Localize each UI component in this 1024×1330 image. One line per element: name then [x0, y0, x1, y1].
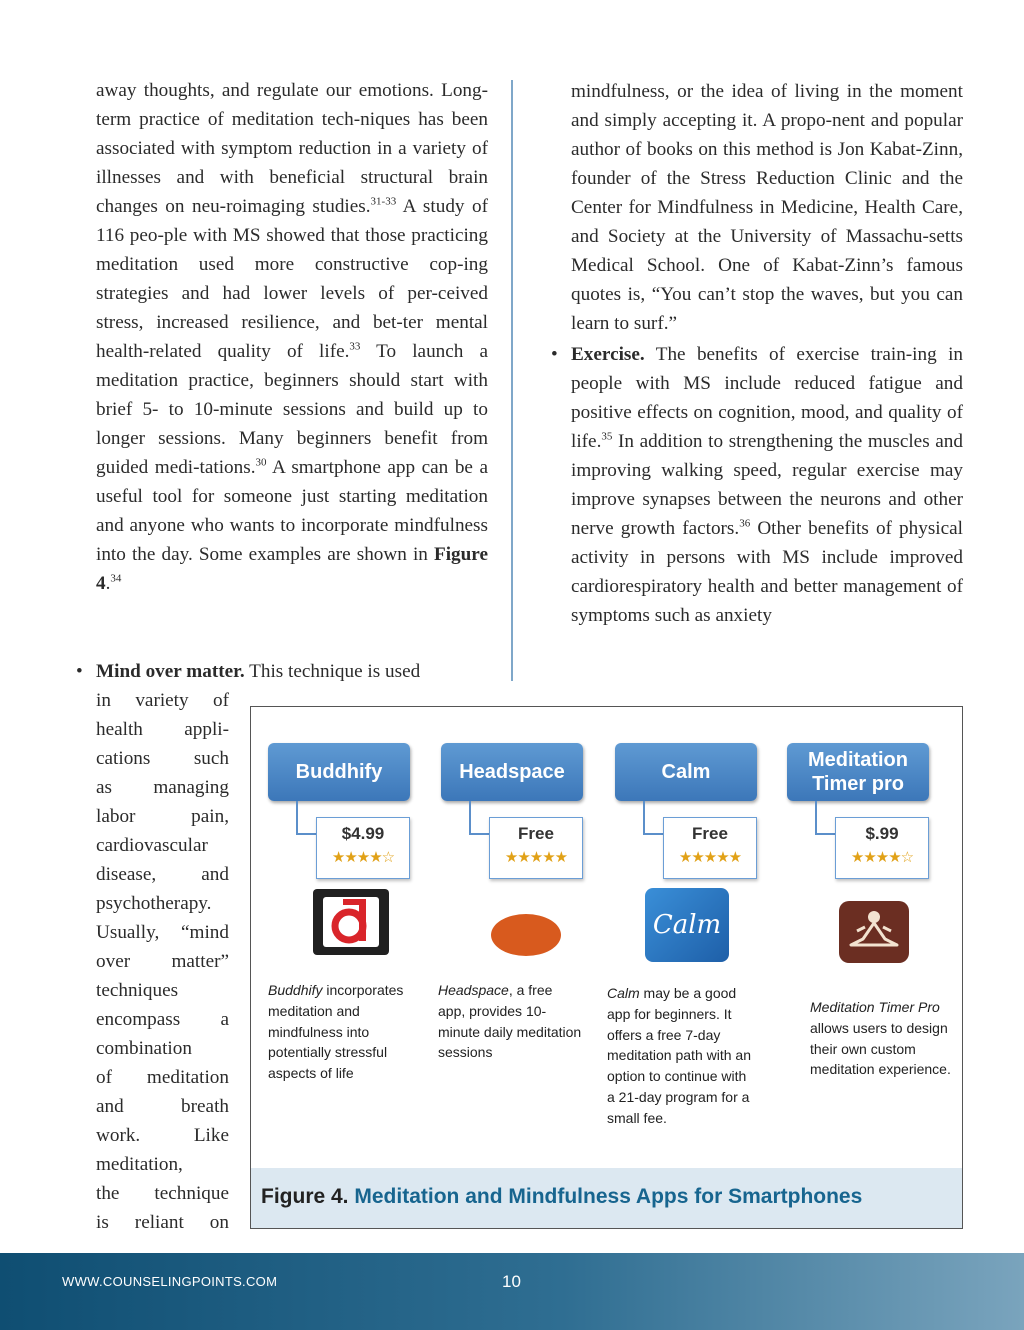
price: Free — [692, 824, 728, 843]
bullet-mind-over-matter: • Mind over matter. This technique is used — [96, 657, 488, 686]
app-description-meditation-timer: Meditation Timer Pro allows users to design their own custom meditation experience. — [810, 999, 951, 1078]
star-rating: ★★★★★ — [504, 849, 568, 866]
price-box — [316, 817, 410, 879]
bullet-dot: • — [76, 661, 83, 682]
star-rating: ★★★★☆ — [331, 849, 395, 866]
citation: 36 — [739, 517, 751, 530]
figure-title: Meditation and Mindfulness Apps for Smartphones — [354, 1185, 863, 1208]
buddhify-icon — [313, 889, 389, 960]
app-name-banner: Headspace — [441, 743, 583, 801]
price-box — [663, 817, 757, 879]
app-name-banner: Buddhify — [268, 743, 410, 801]
narrow-column-line: combination — [96, 1038, 192, 1059]
citation: 35 — [601, 430, 613, 443]
narrow-column-line: the technique — [96, 1183, 229, 1204]
narrow-column-line: techniques — [96, 980, 179, 1001]
price: Free — [518, 824, 554, 843]
narrow-column-line: in variety of — [96, 690, 229, 711]
narrow-column-line: health appli- — [96, 719, 229, 740]
app-name-banner: Calm — [615, 743, 757, 801]
narrow-column-line: over matter” — [96, 951, 229, 972]
narrow-column-line: and breath — [96, 1096, 229, 1117]
app-card-calm — [615, 743, 757, 866]
narrow-column-line: of meditation — [96, 1067, 229, 1088]
narrow-column-line: cations such — [96, 748, 229, 769]
citation: 33 — [349, 340, 361, 353]
page-number: 10 — [502, 1272, 521, 1291]
price-box — [489, 817, 583, 879]
narrow-column-line: cardiovascular — [96, 835, 208, 856]
figure-caption-bar — [251, 1168, 962, 1228]
page-footer — [0, 1253, 1024, 1330]
figure-caption: Figure 4. Meditation and Mindfulness Apps for Smartphones — [261, 1185, 863, 1208]
figure-4 — [250, 706, 963, 1229]
left-column — [96, 76, 488, 598]
citation: 30 — [255, 456, 267, 469]
left-paragraph: away thoughts, and regulate our emotions. Long-term practice of meditation tech-niques has been associated with symptom reduction in a variety of illnesses and with beneficial structural brain changes on neu-roimaging studies.$^{31-33}$ A study of 116 peo-ple with MS showed that those practicing meditation used more constructive cop-ing strategies and had lower levels of per-ceived stress, increased resilience, and bet-ter mental health-related quality of life.$^{33}$ To launch a meditation practice, beginners should start with brief 5- to 10-minute sessions and build up to longer sessions. Many beginners benefit from guided medi-tations.$^{30}$ A smartphone app can be a useful tool for someone just starting meditation and anyone who wants to incorporate mindfulness into the day. Some examples are shown in Figure 4.34 — [96, 80, 488, 594]
calm-icon: Calm — [645, 888, 729, 962]
citation: 31-33 — [370, 195, 397, 208]
app-description-calm: Calm may be a good app for beginners. It offers a free 7-day meditation path with an option to continue with a 21-day program for a small fee. — [607, 985, 751, 1126]
narrow-column-line: disease, and — [96, 864, 229, 885]
narrow-column-line: work. Like — [96, 1125, 229, 1146]
bullet-exercise: • Exercise. The benefits of exercise train-ing in people with MS include reduced fatigue and positive effects on cognition, mood, and quality of life.$^{35}$ In addition to strengthening the muscles and improving walking speed, regular exercise may improve synapses between the neurons and other nerve growth factors.$^{36}$ Other benefits of physical activity in persons with MS include improved cardiorespiratory health and better management of symptoms such as anxiety — [571, 340, 963, 630]
narrow-column-line: is reliant on — [96, 1212, 229, 1233]
app-card-buddhify — [268, 743, 410, 866]
narrow-column-line: labor pain, — [96, 806, 229, 827]
narrow-column-line: meditation, — [96, 1154, 183, 1175]
narrow-column-line: psychotherapy. — [96, 893, 212, 914]
figure-reference: Figure 4 — [96, 544, 488, 594]
app-description-buddhify: Buddhify incorporates meditation and mindfulness into potentially stressful aspects of life — [268, 982, 404, 1082]
app-card-headspace — [441, 743, 583, 866]
citation: 34 — [110, 572, 122, 585]
app-name-banner: Meditation Timer pro — [787, 743, 929, 801]
right-column — [551, 77, 964, 630]
app-card-meditation-timer — [787, 743, 929, 866]
price: $.99 — [865, 824, 899, 843]
headspace-icon — [490, 913, 562, 962]
narrow-column-line: as managing — [96, 777, 229, 798]
star-rating: ★★★★☆ — [850, 849, 914, 866]
meditation-timer-icon — [839, 901, 909, 968]
narrow-column — [96, 686, 229, 1237]
column-divider — [511, 80, 513, 681]
bullet-dot: • — [551, 344, 558, 365]
narrow-column-line: Usually, “mind — [96, 922, 229, 943]
bullet-title: Exercise. — [571, 344, 645, 365]
bullet-title: Mind over matter. — [96, 661, 245, 682]
app-description-headspace: Headspace, a free app, provides 10-minute daily meditation sessions — [438, 982, 582, 1061]
star-rating: ★★★★★ — [678, 849, 742, 866]
footer-website[interactable]: WWW.COUNSELINGPOINTS.COM — [62, 1274, 278, 1289]
narrow-column-line: encompass a — [96, 1009, 229, 1030]
right-paragraph: mindfulness, or the idea of living in the moment and simply accepting it. A propo-nent and popular author of books on this method is Jon Kabat-Zinn, founder of the Stress Reduction Clinic and the Center for Mindfulness in Medicine, Health Care, and Society at the University of Massachu-setts Medical School. One of Kabat-Zinn’s famous quotes is, “You can’t stop the waves, but you can learn to surf.” — [571, 81, 963, 334]
price: $4.99 — [341, 824, 385, 843]
price-box — [835, 817, 929, 879]
